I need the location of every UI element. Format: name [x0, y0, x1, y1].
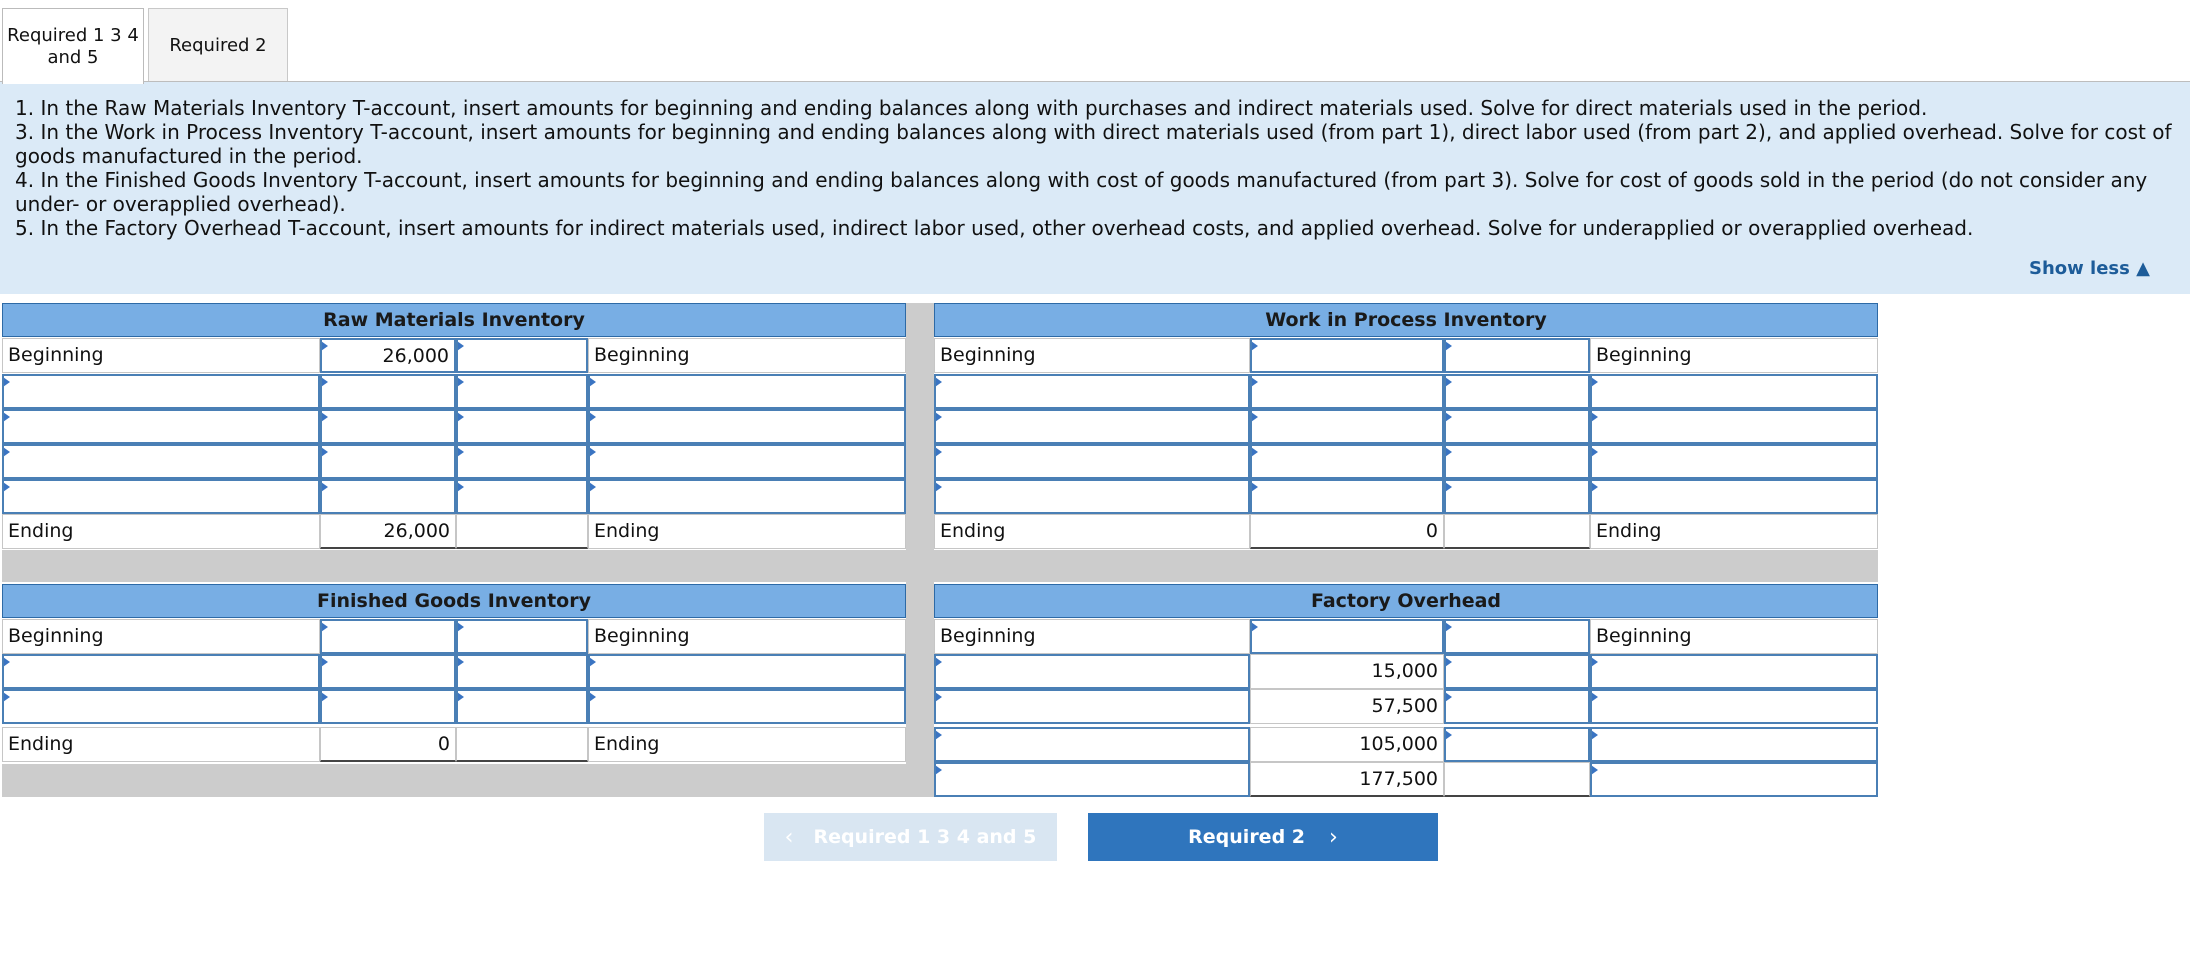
fg-row1-credit-input[interactable]: [456, 654, 588, 689]
fo-row1-label-right-input[interactable]: [1590, 654, 1878, 689]
wip-header: Work in Process Inventory: [934, 303, 1878, 337]
raw-materials-header: Raw Materials Inventory: [2, 303, 906, 337]
next-button-label: Required 2: [1188, 826, 1306, 848]
rm-row4-debit-input[interactable]: [320, 479, 456, 514]
factory-overhead-header: Factory Overhead: [934, 584, 1878, 618]
wip-beginning-label-right: Beginning: [1590, 338, 1878, 373]
rm-row4-credit-input[interactable]: [456, 479, 588, 514]
fo-row2-debit: 57,500: [1250, 689, 1444, 724]
rm-row2-label-right-input[interactable]: [588, 409, 906, 444]
show-less-label: Show less: [2029, 258, 2130, 279]
rm-beginning-label-right: Beginning: [588, 338, 906, 373]
fo-row1-debit: 15,000: [1250, 654, 1444, 689]
rm-row2-credit-input[interactable]: [456, 409, 588, 444]
rm-row3-label-right-input[interactable]: [588, 444, 906, 479]
fg-row1-debit-input[interactable]: [320, 654, 456, 689]
fo-row4-debit: 177,500: [1250, 762, 1444, 797]
wip-row2-debit-input[interactable]: [1250, 409, 1444, 444]
wip-row4-debit-input[interactable]: [1250, 479, 1444, 514]
fo-beginning-debit-input[interactable]: [1250, 619, 1444, 654]
rm-row3-debit-input[interactable]: [320, 444, 456, 479]
instruction-1: 1. In the Raw Materials Inventory T-account, insert amounts for beginning and ending balances along with purchases and indirect materials used. Solve for direct materials used in the period.: [15, 96, 1928, 120]
rm-ending-credit: [456, 514, 588, 549]
rm-row2-debit-input[interactable]: [320, 409, 456, 444]
rm-row1-credit-input[interactable]: [456, 374, 588, 409]
fo-row4-label-input[interactable]: [934, 762, 1250, 797]
fo-beginning-label-right: Beginning: [1590, 619, 1878, 654]
wip-ending-debit: 0: [1250, 514, 1444, 549]
wip-row3-label-input[interactable]: [934, 444, 1250, 479]
wip-beginning-debit-input[interactable]: [1250, 338, 1444, 373]
fg-ending-label-right: Ending: [588, 727, 906, 762]
wip-row4-label-input[interactable]: [934, 479, 1250, 514]
rm-beginning-debit-input[interactable]: 26,000: [320, 338, 456, 373]
fo-beginning-credit-input[interactable]: [1444, 619, 1590, 654]
fg-beginning-label-right: Beginning: [588, 619, 906, 654]
rm-ending-label: Ending: [2, 514, 320, 549]
instruction-3: 3. In the Work in Process Inventory T-account, insert amounts for beginning and ending balances along with direct materials used (from part 1), direct labor used (from part 2), and applied overhead. Solve for cost of goods manufactured in the period.: [15, 120, 2172, 168]
rm-row2-label-input[interactable]: [2, 409, 320, 444]
fg-beginning-credit-input[interactable]: [456, 619, 588, 654]
instruction-4: 4. In the Finished Goods Inventory T-account, insert amounts for beginning and ending balances along with cost of goods manufactured (from part 3). Solve for cost of goods sold in the period (do not consider any under- or overapplied overhead).: [15, 168, 2148, 216]
fg-row1-label-input[interactable]: [2, 654, 320, 689]
fo-row2-label-input[interactable]: [934, 689, 1250, 724]
fg-ending-debit: 0: [320, 727, 456, 762]
fo-row3-label-right-input[interactable]: [1590, 727, 1878, 762]
rm-row3-credit-input[interactable]: [456, 444, 588, 479]
wip-row2-label-input[interactable]: [934, 409, 1250, 444]
fo-row1-credit-input[interactable]: [1444, 654, 1590, 689]
fg-ending-credit: [456, 727, 588, 762]
prev-required-button[interactable]: [764, 813, 1057, 861]
wip-ending-label-right: Ending: [1590, 514, 1878, 549]
wip-beginning-credit-input[interactable]: [1444, 338, 1590, 373]
next-required-button[interactable]: [1088, 813, 1438, 861]
wip-row4-label-right-input[interactable]: [1590, 479, 1878, 514]
chevron-right-icon: ›: [1329, 824, 1338, 850]
fg-row2-credit-input[interactable]: [456, 689, 588, 724]
triangle-up-icon: ▲: [2136, 258, 2150, 279]
wip-row4-credit-input[interactable]: [1444, 479, 1590, 514]
fg-beginning-label: Beginning: [2, 619, 320, 654]
wip-row1-label-right-input[interactable]: [1590, 374, 1878, 409]
rm-ending-label-right: Ending: [588, 514, 906, 549]
fg-row2-label-right-input[interactable]: [588, 689, 906, 724]
instructions-panel: [0, 82, 2190, 294]
wip-row2-credit-input[interactable]: [1444, 409, 1590, 444]
fg-row2-debit-input[interactable]: [320, 689, 456, 724]
rm-row4-label-input[interactable]: [2, 479, 320, 514]
fo-row4-credit: [1444, 762, 1590, 797]
wip-ending-credit: [1444, 514, 1590, 549]
fo-row4-label-right-input[interactable]: [1590, 762, 1878, 797]
rm-beginning-credit-input[interactable]: [456, 338, 588, 373]
rm-row1-debit-input[interactable]: [320, 374, 456, 409]
wip-row1-credit-input[interactable]: [1444, 374, 1590, 409]
divider-horizontal: [2, 550, 1878, 582]
finished-goods-header: Finished Goods Inventory: [2, 584, 906, 618]
rm-row1-label-right-input[interactable]: [588, 374, 906, 409]
rm-ending-debit: 26,000: [320, 514, 456, 549]
chevron-left-icon: ‹: [784, 824, 794, 850]
fo-beginning-label: Beginning: [934, 619, 1250, 654]
rm-row4-label-right-input[interactable]: [588, 479, 906, 514]
divider-bottom-left: [2, 764, 906, 797]
fo-row3-label-input[interactable]: [934, 727, 1250, 762]
fo-row3-debit: 105,000: [1250, 727, 1444, 762]
instruction-5: 5. In the Factory Overhead T-account, insert amounts for indirect materials used, indirect labor used, other overhead costs, and applied overhead. Solve for underapplied or overapplied overhead.: [15, 216, 1974, 240]
fg-beginning-debit-input[interactable]: [320, 619, 456, 654]
fg-row2-label-input[interactable]: [2, 689, 320, 724]
show-less-link[interactable]: [2029, 257, 2150, 281]
rm-row1-label-input[interactable]: [2, 374, 320, 409]
fo-row2-credit-input[interactable]: [1444, 689, 1590, 724]
rm-beginning-label: Beginning: [2, 338, 320, 373]
fo-row1-label-input[interactable]: [934, 654, 1250, 689]
fg-row1-label-right-input[interactable]: [588, 654, 906, 689]
rm-row3-label-input[interactable]: [2, 444, 320, 479]
wip-row3-debit-input[interactable]: [1250, 444, 1444, 479]
wip-row2-label-right-input[interactable]: [1590, 409, 1878, 444]
tab-required-1-3-4-5[interactable]: Required 1 3 4 and 5: [2, 8, 144, 84]
wip-row1-label-input[interactable]: [934, 374, 1250, 409]
fg-ending-label: Ending: [2, 727, 320, 762]
wip-row3-credit-input[interactable]: [1444, 444, 1590, 479]
wip-ending-label: Ending: [934, 514, 1250, 549]
prev-button-label: Required 1 3 4 and 5: [813, 826, 1037, 848]
fo-row3-credit-input[interactable]: [1444, 727, 1590, 762]
tab-required-2[interactable]: Required 2: [148, 8, 288, 82]
wip-row3-label-right-input[interactable]: [1590, 444, 1878, 479]
fo-row2-label-right-input[interactable]: [1590, 689, 1878, 724]
wip-beginning-label: Beginning: [934, 338, 1250, 373]
wip-row1-debit-input[interactable]: [1250, 374, 1444, 409]
